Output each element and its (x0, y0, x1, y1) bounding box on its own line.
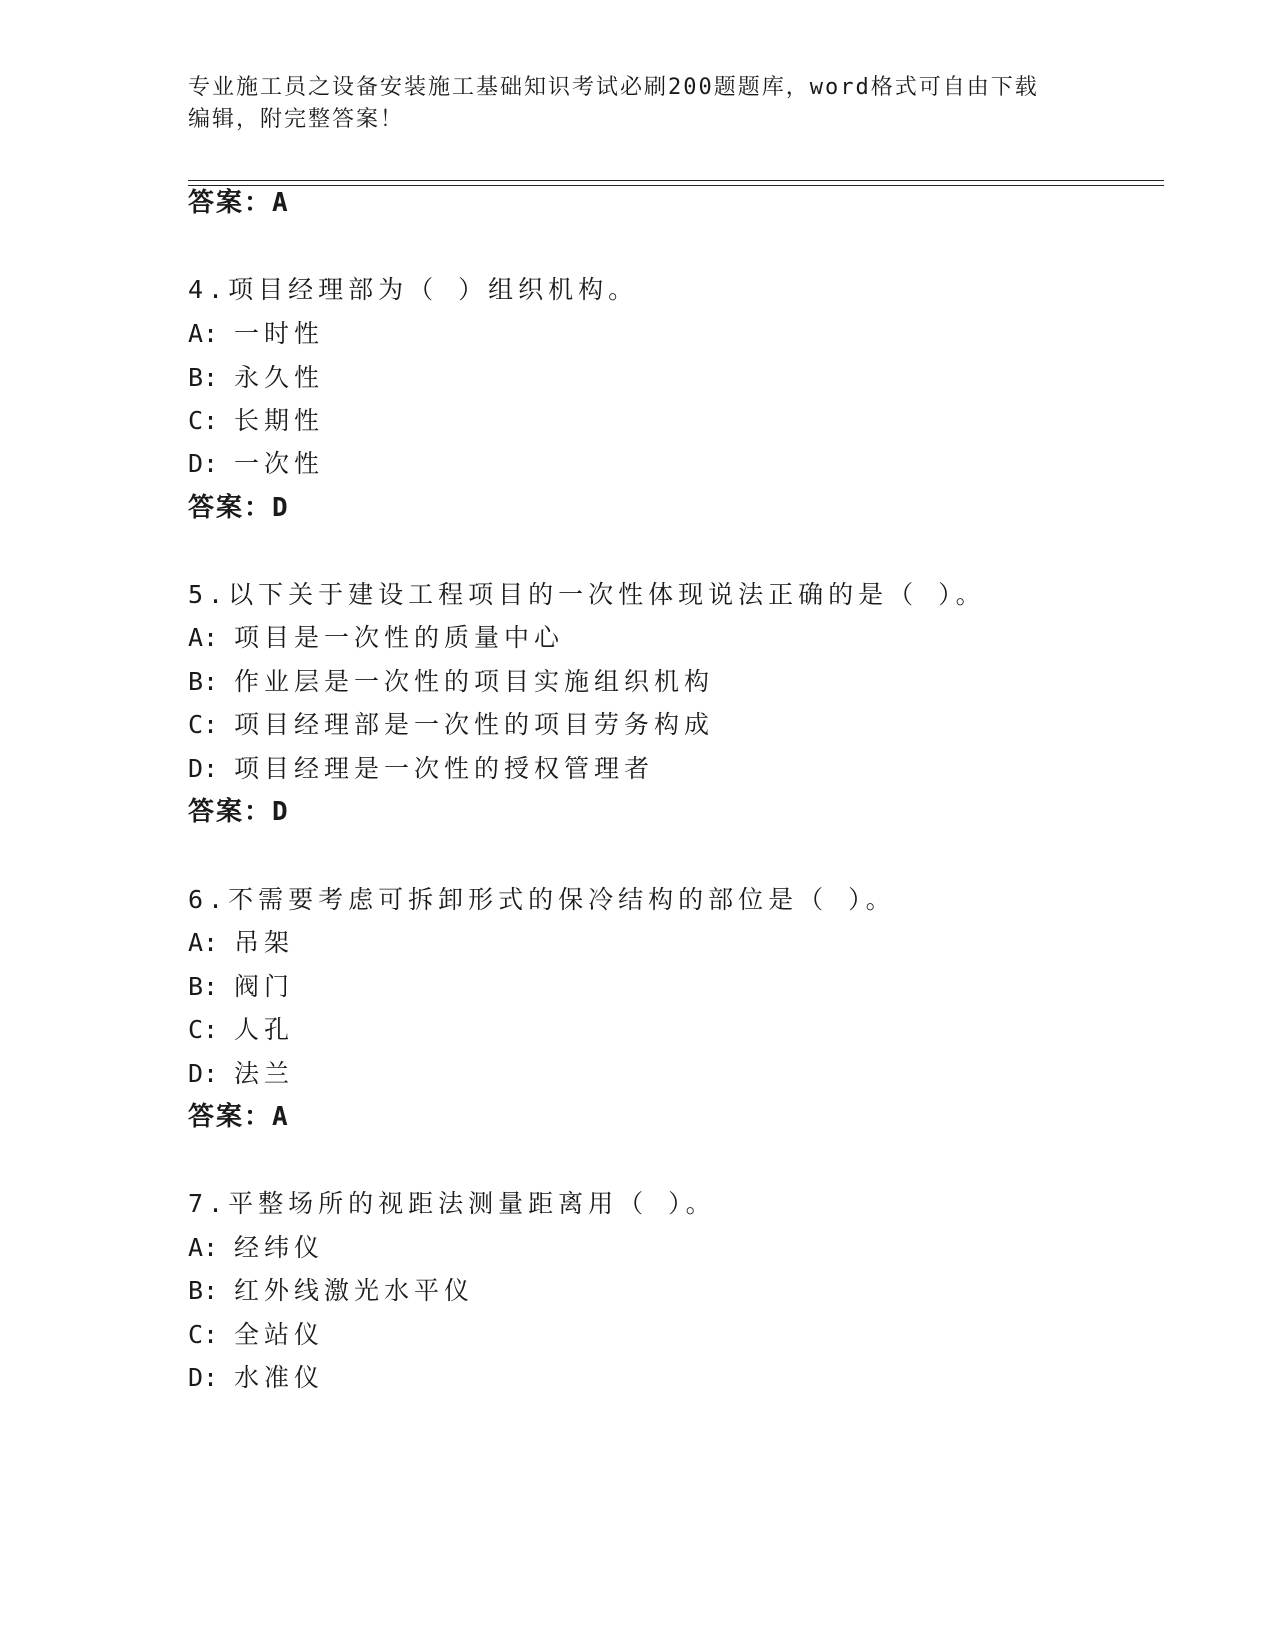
option-letter: B: (188, 363, 219, 392)
option-text: 水准仪 (234, 1363, 325, 1392)
option-letter: A: (188, 319, 219, 348)
option-text: 作业层是一次性的项目实施组织机构 (234, 667, 715, 696)
header-line-2: 编辑，附完整答案！ (188, 107, 405, 132)
header-line-1: 专业施工员之设备安装施工基础知识考试必刷200题题库，word格式可自由下载 (188, 75, 1039, 100)
question-stem: 5.以下关于建设工程项目的一次性体现说法正确的是（ ）。 (188, 580, 986, 609)
option-text: 项目是一次性的质量中心 (234, 623, 565, 652)
option-item (188, 1232, 324, 1264)
option-item (188, 753, 654, 785)
header-divider-top (188, 180, 1164, 181)
option-letter: B: (188, 667, 219, 696)
answer-label: 答案：D (188, 797, 290, 827)
option-item (188, 709, 714, 741)
option-text: 一时性 (234, 319, 325, 348)
option-item (188, 1319, 324, 1351)
option-letter: C: (188, 406, 219, 435)
option-text: 人孔 (234, 1015, 295, 1044)
option-item (188, 1275, 474, 1307)
option-letter: B: (188, 972, 219, 1001)
option-item (188, 448, 324, 480)
option-text: 红外线激光水平仪 (234, 1276, 475, 1305)
header-divider-bottom (188, 185, 1164, 186)
option-letter: C: (188, 710, 219, 739)
answer-label: 答案：A (188, 1102, 290, 1132)
option-item (188, 405, 324, 437)
document-header (188, 72, 1088, 136)
question-stem: 6.不需要考虑可拆卸形式的保冷结构的部位是（ ）。 (188, 885, 896, 914)
option-text: 项目经理部是一次性的项目劳务构成 (234, 710, 715, 739)
answer-label: 答案：A (188, 188, 290, 218)
option-text: 长期性 (234, 406, 325, 435)
option-text: 永久性 (234, 363, 325, 392)
option-letter: C: (188, 1320, 219, 1349)
option-text: 阀门 (234, 972, 295, 1001)
option-letter: A: (188, 1233, 219, 1262)
option-item (188, 927, 294, 959)
option-letter: D: (188, 754, 219, 783)
question-stem: 7.平整场所的视距法测量距离用（ ）。 (188, 1189, 716, 1218)
option-letter: D: (188, 449, 219, 478)
option-item (188, 1058, 294, 1090)
option-text: 项目经理是一次性的授权管理者 (234, 754, 655, 783)
option-letter: C: (188, 1015, 219, 1044)
option-item (188, 622, 564, 654)
option-text: 法兰 (234, 1059, 295, 1088)
option-item (188, 1014, 294, 1046)
option-text: 吊架 (234, 928, 295, 957)
option-letter: D: (188, 1059, 219, 1088)
option-item (188, 666, 714, 698)
question-stem: 4.项目经理部为（ ）组织机构。 (188, 275, 639, 304)
option-text: 全站仪 (234, 1320, 325, 1349)
option-letter: D: (188, 1363, 219, 1392)
option-item (188, 971, 294, 1003)
option-text: 一次性 (234, 449, 325, 478)
option-item (188, 362, 324, 394)
option-letter: B: (188, 1276, 219, 1305)
option-text: 经纬仪 (234, 1233, 325, 1262)
option-letter: A: (188, 928, 219, 957)
option-item (188, 1362, 324, 1394)
option-letter: A: (188, 623, 219, 652)
answer-label: 答案：D (188, 493, 290, 523)
option-item (188, 318, 324, 350)
